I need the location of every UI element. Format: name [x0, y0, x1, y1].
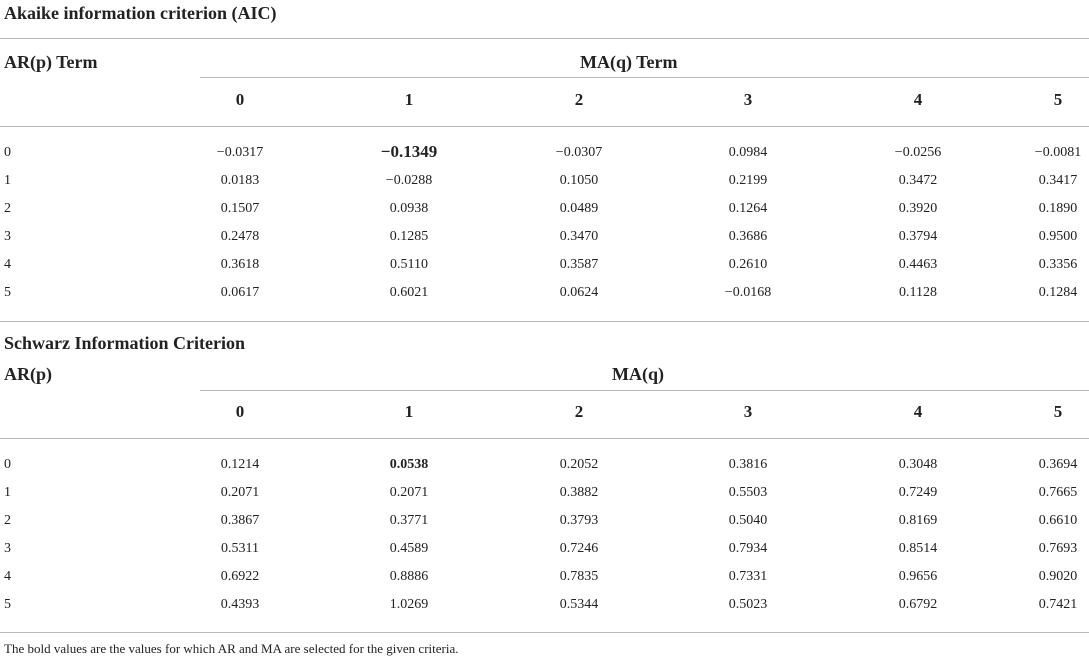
aic-cell-selected: −0.1349 — [380, 142, 438, 161]
aic-row-label: 2 — [4, 201, 11, 216]
aic-cell: 0.0938 — [389, 201, 429, 216]
sic-cell: 0.4393 — [220, 597, 260, 612]
sic-cell: 0.6792 — [898, 597, 938, 612]
aic-cell: 0.5110 — [390, 257, 428, 272]
aic-cell: 0.0624 — [559, 285, 599, 300]
aic-row-label: 5 — [4, 285, 11, 300]
sic-col-head: 4 — [913, 402, 923, 421]
sic-cell: 0.7246 — [559, 541, 599, 556]
aic-cell: 0.1890 — [1038, 201, 1078, 216]
sic-title: Schwarz Information Criterion — [4, 333, 245, 353]
aic-cell: 0.1285 — [389, 229, 429, 244]
sic-cell: 0.5040 — [728, 513, 768, 528]
aic-cell: 0.3417 — [1038, 173, 1078, 188]
aic-cell: −0.0081 — [1034, 145, 1082, 160]
aic-col-head: 2 — [574, 90, 584, 109]
sic-cell: 0.8886 — [389, 569, 429, 584]
aic-col-head: 4 — [913, 90, 923, 109]
aic-cell: 0.2478 — [220, 229, 260, 244]
aic-row-label: 3 — [4, 229, 11, 244]
aic-col-head: 1 — [404, 90, 414, 109]
sic-cell: 0.1214 — [220, 457, 260, 472]
aic-cell: 0.2199 — [728, 173, 768, 188]
sic-cell: 0.7934 — [728, 541, 768, 556]
aic-col-head: 5 — [1053, 90, 1063, 109]
sic-col-group-header: MA(q) — [612, 364, 664, 384]
aic-cell: 0.2610 — [728, 257, 768, 272]
sic-cell: 0.7665 — [1038, 485, 1078, 500]
aic-col-head: 0 — [235, 90, 245, 109]
sic-row-label: 3 — [4, 541, 11, 556]
aic-cell: 0.3587 — [559, 257, 599, 272]
sic-group-rule — [200, 390, 1089, 391]
sic-row-label: 1 — [4, 485, 11, 500]
sic-col-head: 2 — [574, 402, 584, 421]
sic-row-label: 4 — [4, 569, 11, 584]
aic-cell: 0.3356 — [1038, 257, 1078, 272]
sic-col-head: 0 — [235, 402, 245, 421]
sic-cell: 0.5503 — [728, 485, 768, 500]
aic-cell: 0.9500 — [1038, 229, 1078, 244]
aic-cell: 0.1264 — [728, 201, 768, 216]
aic-title: Akaike information criterion (AIC) — [4, 3, 277, 23]
aic-row-label: 4 — [4, 257, 11, 272]
sic-cell: 0.3816 — [728, 457, 768, 472]
aic-header-rule — [0, 126, 1089, 127]
sic-cell: 0.6610 — [1038, 513, 1078, 528]
aic-cell: 0.3470 — [559, 229, 599, 244]
sic-cell: 0.5023 — [728, 597, 768, 612]
sic-row-label: 5 — [4, 597, 11, 612]
aic-cell: −0.0307 — [555, 145, 603, 160]
sic-row-label: 2 — [4, 513, 11, 528]
sic-cell: 0.7693 — [1038, 541, 1078, 556]
aic-top-rule — [0, 38, 1089, 39]
aic-cell: 0.3618 — [220, 257, 260, 272]
sic-cell: 0.3694 — [1038, 457, 1078, 472]
aic-cell: 0.0183 — [220, 173, 260, 188]
aic-row-header: AR(p) Term — [4, 52, 98, 72]
sic-cell: 1.0269 — [389, 597, 429, 612]
sic-cell: 0.8169 — [898, 513, 938, 528]
sic-row-label: 0 — [4, 457, 11, 472]
sic-cell: 0.3882 — [559, 485, 599, 500]
sic-cell: 0.9656 — [898, 569, 938, 584]
sic-cell: 0.3771 — [389, 513, 429, 528]
aic-cell: 0.1507 — [220, 201, 260, 216]
sic-col-head: 1 — [404, 402, 414, 421]
sic-cell: 0.5311 — [221, 541, 259, 556]
sic-cell-selected: 0.0538 — [389, 457, 429, 472]
sic-cell: 0.7331 — [728, 569, 768, 584]
aic-bottom-rule — [0, 321, 1089, 322]
aic-cell: 0.0489 — [559, 201, 599, 216]
aic-row-label: 1 — [4, 173, 11, 188]
sic-cell: 0.2071 — [389, 485, 429, 500]
aic-cell: 0.6021 — [389, 285, 429, 300]
sic-cell: 0.7421 — [1038, 597, 1078, 612]
sic-cell: 0.7249 — [898, 485, 938, 500]
sic-col-head: 3 — [743, 402, 753, 421]
aic-cell: 0.1284 — [1038, 285, 1078, 300]
aic-row-label: 0 — [4, 145, 11, 160]
aic-cell: 0.1128 — [899, 285, 937, 300]
aic-cell: −0.0168 — [724, 285, 772, 300]
sic-cell: 0.5344 — [559, 597, 599, 612]
sic-cell: 0.3048 — [898, 457, 938, 472]
table-footnote: The bold values are the values for which AR and MA are selected for the given criteria. — [4, 641, 459, 656]
sic-cell: 0.3867 — [220, 513, 260, 528]
aic-group-rule — [200, 77, 1089, 78]
aic-cell: 0.0984 — [728, 145, 768, 160]
sic-cell: 0.2071 — [220, 485, 260, 500]
sic-cell: 0.2052 — [559, 457, 599, 472]
sic-cell: 0.6922 — [220, 569, 260, 584]
aic-col-group-header: MA(q) Term — [580, 52, 678, 72]
aic-col-head: 3 — [743, 90, 753, 109]
sic-header-rule — [0, 438, 1089, 439]
sic-cell: 0.4589 — [389, 541, 429, 556]
aic-cell: 0.1050 — [559, 173, 599, 188]
aic-cell: 0.3686 — [728, 229, 768, 244]
sic-bottom-rule — [0, 632, 1089, 633]
aic-cell: 0.4463 — [898, 257, 938, 272]
aic-cell: −0.0256 — [894, 145, 942, 160]
sic-cell: 0.3793 — [559, 513, 599, 528]
sic-cell: 0.7835 — [559, 569, 599, 584]
sic-row-header: AR(p) — [4, 364, 52, 384]
sic-col-head: 5 — [1053, 402, 1063, 421]
aic-cell: 0.3472 — [898, 173, 938, 188]
aic-cell: −0.0317 — [216, 145, 264, 160]
aic-cell: 0.0617 — [220, 285, 260, 300]
aic-cell: −0.0288 — [385, 173, 433, 188]
aic-cell: 0.3794 — [898, 229, 938, 244]
aic-cell: 0.3920 — [898, 201, 938, 216]
sic-cell: 0.9020 — [1038, 569, 1078, 584]
sic-cell: 0.8514 — [898, 541, 938, 556]
